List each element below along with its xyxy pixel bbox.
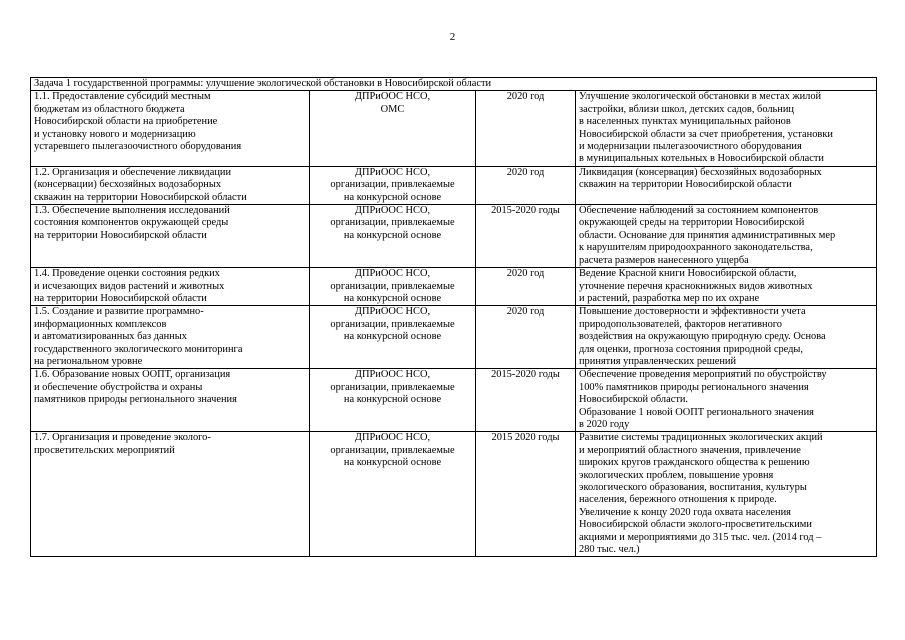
period-cell: 2015 2020 годы (476, 432, 576, 557)
executor-cell: ДПРиООС НСО, организации, привлекаемые на конкурсной основе (310, 268, 476, 306)
period-cell: 2020 год (476, 91, 576, 166)
result-cell: Повышение достоверности и эффективности учета природопользователей, факторов негативного воздействия на окружающую природную среду. Основа для оценки, прогноза состояния природной среды, принятия управленческих решений (576, 306, 877, 369)
table-row (31, 205, 877, 268)
table-row (31, 91, 877, 166)
executor-cell: ДПРиООС НСО, организации, привлекаемые на конкурсной основе (310, 166, 476, 204)
executor-cell: ДПРиООС НСО, ОМС (310, 91, 476, 166)
result-cell: Обеспечение наблюдений за состоянием компонентов окружающей среды на территории Новосибирской области. Основание для принятия административных мер к нарушителям природоохранного законодательства, расчета размеров нанесенного ущерба (576, 205, 877, 268)
action-cell: 1.5. Создание и развитие программно- информационных комплексов и автоматизированных баз данных государственного экологического мониторинга на региональном уровне (31, 306, 310, 369)
task-title-row (31, 78, 877, 91)
page-number: 2 (449, 31, 456, 43)
action-cell: 1.7. Организация и проведение эколого- просветительских мероприятий (31, 432, 310, 557)
action-cell: 1.6. Образование новых ООПТ, организация и обеспечение обустройства и охраны памятников природы регионального значения (31, 369, 310, 432)
action-cell: 1.2. Организация и обеспечение ликвидации (консервации) бесхозяйных водозаборных скважин на территории Новосибирской области (31, 166, 310, 204)
result-cell: Обеспечение проведения мероприятий по обустройству 100% памятников природы регионального значения Новосибирской области. Образование 1 новой ООПТ регионального значения в 2020 году (576, 369, 877, 432)
executor-cell: ДПРиООС НСО, организации, привлекаемые на конкурсной основе (310, 369, 476, 432)
action-cell: 1.1. Предоставление субсидий местным бюджетам из областного бюджета Новосибирской области на приобретение и установку нового и модернизацию устаревшего пылегазоочистного оборудования (31, 91, 310, 166)
table-row (31, 268, 877, 306)
period-cell: 2020 год (476, 306, 576, 369)
period-cell: 2015-2020 годы (476, 205, 576, 268)
executor-cell: ДПРиООС НСО, организации, привлекаемые на конкурсной основе (310, 306, 476, 369)
action-cell: 1.3. Обеспечение выполнения исследований состояния компонентов окружающей среды на территории Новосибирской области (31, 205, 310, 268)
action-cell: 1.4. Проведение оценки состояния редких и исчезающих видов растений и животных на территории Новосибирской области (31, 268, 310, 306)
table-row (31, 166, 877, 204)
result-cell: Ликвидация (консервация) бесхозяйных водозаборных скважин на территории Новосибирской области (576, 166, 877, 204)
result-cell: Развитие системы традиционных экологических акций и мероприятий областного значения, привлечение широких кругов гражданского общества к решению экологических проблем, повышение уровня экологического образования, воспитания, культуры населения, бережного отношения к природе. Увеличение к концу 2020 года охвата населения Новосибирской области эколого-просветительскими акциями и мероприятиями до 315 тыс. чел. (2014 год – 280 тыс. чел.) (576, 432, 877, 557)
executor-cell: ДПРиООС НСО, организации, привлекаемые на конкурсной основе (310, 205, 476, 268)
table-row (31, 432, 877, 557)
result-cell: Улучшение экологической обстановки в местах жилой застройки, вблизи школ, детских садов, больниц в населенных пунктах муниципальных районов Новосибирской области за счет приобретения, установки и модернизации пылегазоочистного оборудования в муниципальных котельных в Новосибирской области (576, 91, 877, 166)
period-cell: 2020 год (476, 268, 576, 306)
program-task-table (30, 77, 877, 557)
period-cell: 2020 год (476, 166, 576, 204)
executor-cell: ДПРиООС НСО, организации, привлекаемые на конкурсной основе (310, 432, 476, 557)
table-row (31, 369, 877, 432)
task-title: Задача 1 государственной программы: улучшение экологической обстановки в Новосибирской области (31, 78, 877, 91)
period-cell: 2015-2020 годы (476, 369, 576, 432)
table-row (31, 306, 877, 369)
result-cell: Ведение Красной книги Новосибирской области, уточнение перечня краснокнижных видов животных и растений, разработка мер по их охране (576, 268, 877, 306)
